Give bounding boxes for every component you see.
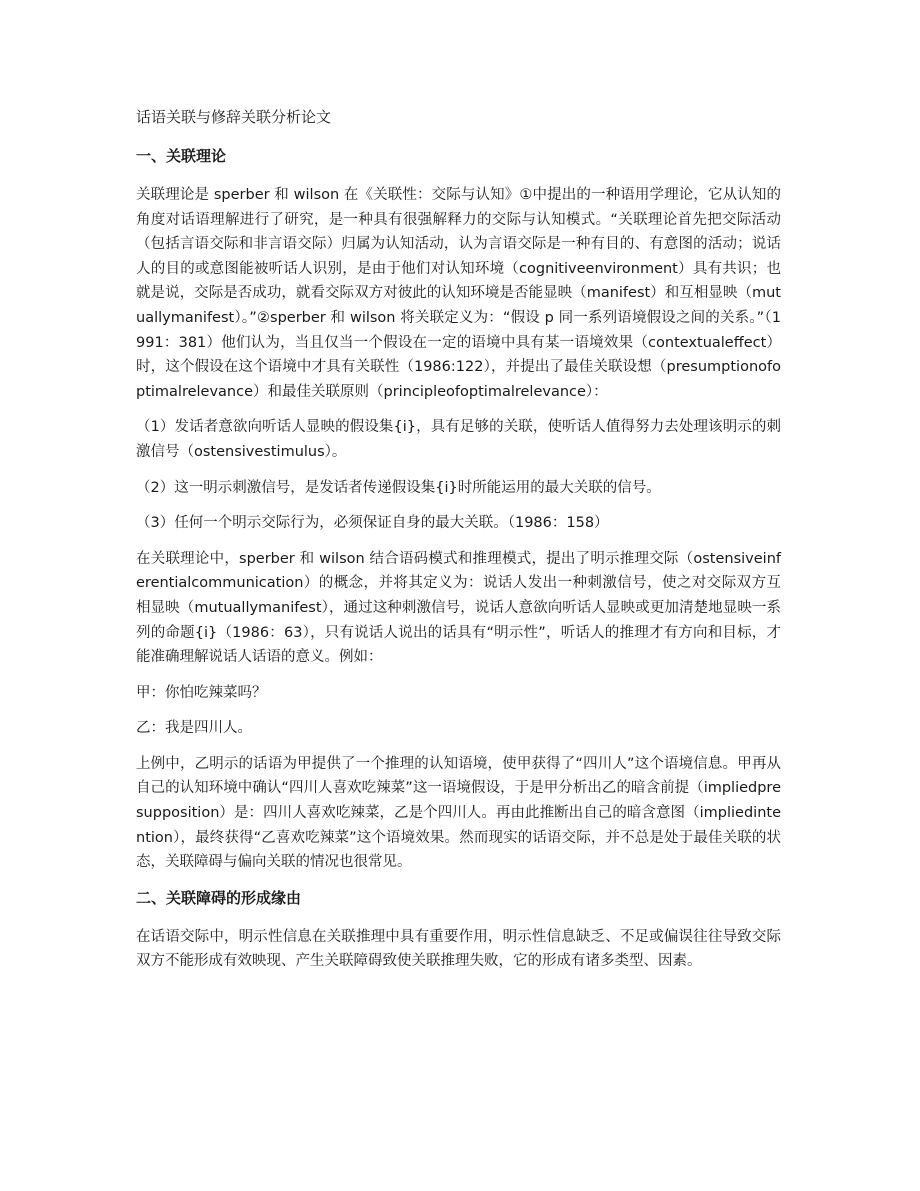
paragraph: 在话语交际中，明示性信息在关联推理中具有重要作用，明示性信息缺乏、不足或偏误往往导致交际双方不能形成有效映现、产生关联障碍致使关联推理失败，它的形成有诸多类型、因素。	[136, 928, 781, 970]
section-heading-relevance-obstacles: 二、关联障碍的形成缘由	[136, 888, 302, 907]
paragraph: （1）发话者意欲向听话人显映的假设集{i}，具有足够的关联，使听话人值得努力去处理该明示的刺激信号（ostensivestimulus）。	[136, 419, 781, 460]
document-title: 话语关联与修辞关联分析论文	[136, 108, 332, 126]
dialogue-line: 乙：我是四川人。	[136, 720, 252, 737]
section-heading-relevance-theory: 一、关联理论	[136, 147, 227, 165]
paragraph: 关联理论是 sperber 和 wilson 在《关联性：交际与认知》①中提出的一种语用学理论，它从认知的角度对话语理解进行了研究，是一种具有很强解释力的交际与认知模式。“关联理论首先把交际活动（包括言语交际和非言语交际）归属为认知活动，认为言语交际是一种有目的、有意图的活动；说话人的目的或意图能被听话人识别，是由于他们对认知环境（cognitiveenvironment）具有共识；也就是说，交际是否成功，就看交际双方对彼此的认知环境是否能显映（manifest）和互相显映（mutuallymanifest）。”②sperber 和 wilson 将关联定义为：“假设 p 同一系列语境假设之间的关系。”（1991：381）他们认为，当且仅当一个假设在一定的语境中具有某一语境效果（contextualeffect）时，这个假设在这个语境中才具有关联性（1986:122），并提出了最佳关联设想（presumptionofoptimalrelevance）和最佳关联原则（principleofoptimalrelevance）：	[136, 187, 781, 400]
paragraph: 在关联理论中，sperber 和 wilson 结合语码模式和推理模式，提出了明示推理交际（ostensiveinferentialcommunication）的概念，并将其定义为：说话人发出一种刺激信号，使之对交际双方互相显映（mutuallymanifest），通过这种刺激信号，说话人意欲向听话人显映或更加清楚地显映一系列的命题{i}（1986：63），只有说话人说出的话具有“明示性”，听话人的推理才有方向和目标，才能准确理解说话人话语的意义。例如：	[136, 550, 781, 666]
dialogue-line: 甲：你怕吃辣菜吗？	[136, 684, 267, 701]
paragraph: 上例中，乙明示的话语为甲提供了一个推理的认知语境，使甲获得了“四川人”这个语境信息。甲再从自己的认知环境中确认“四川人喜欢吃辣菜”这一语境假设，于是甲分析出乙的暗含前提（impliedpresupposition）是：四川人喜欢吃辣菜，乙是个四川人。再由此推断出自己的暗含意图（impliedintention），最终获得“乙喜欢吃辣菜”这个语境效果。然而现实的话语交际，并不总是处于最佳关联的状态，关联障碍与偏向关联的情况也很常见。	[136, 755, 781, 871]
paragraph: （2）这一明示刺激信号，是发话者传递假设集{i}时所能运用的最大关联的信号。	[136, 479, 661, 496]
document-page	[136, 105, 781, 985]
paragraph: （3）任何一个明示交际行为，必须保证自身的最大关联。（1986：158）	[136, 515, 609, 532]
